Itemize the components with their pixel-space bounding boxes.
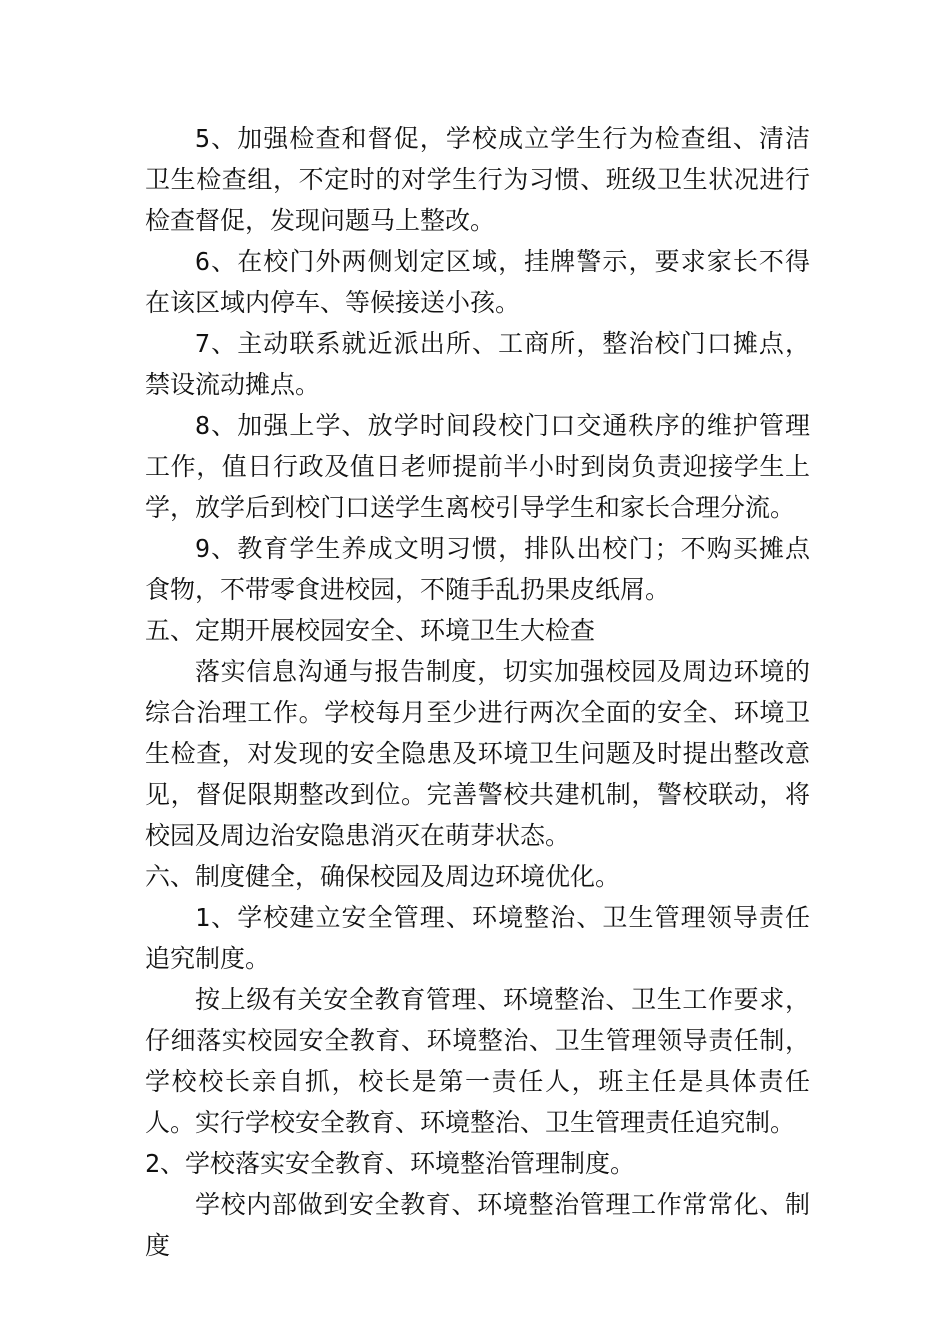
- section-heading-5: 五、定期开展校园安全、环境卫生大检查: [145, 616, 596, 645]
- section-heading-6: 六、制度健全，确保校园及周边环境优化。: [145, 862, 621, 891]
- sub-heading-2: 2、学校落实安全教育、环境整治管理制度。: [145, 1149, 636, 1178]
- paragraph-item-7: 7、主动联系就近派出所、工商所，整治校门口摊点，禁设流动摊点。: [145, 329, 810, 399]
- paragraph-item-9: 9、教育学生养成文明习惯，排队出校门；不购买摊点食物，不带零食进校园，不随手乱扔果皮纸屑。: [145, 534, 810, 604]
- paragraph-item-6: 6、在校门外两侧划定区域，挂牌警示，要求家长不得在该区域内停车、等候接送小孩。: [145, 247, 810, 317]
- paragraph-item-5: 5、加强检查和督促，学校成立学生行为检查组、清洁卫生检查组，不定时的对学生行为习惯、班级卫生状况进行检查督促，发现问题马上整改。: [145, 124, 810, 235]
- paragraph-responsibility: 按上级有关安全教育管理、环境整治、卫生工作要求，仔细落实校园安全教育、环境整治、卫生管理领导责任制，学校校长亲自抓，校长是第一责任人，班主任是具体责任人。实行学校安全教育、环境整治、卫生管理责任追究制。: [145, 985, 810, 1137]
- paragraph-item-8: 8、加强上学、放学时间段校门口交通秩序的维护管理工作，值日行政及值日老师提前半小时到岗负责迎接学生上学，放学后到校门口送学生离校引导学生和家长合理分流。: [145, 411, 810, 522]
- paragraph-item-1: 1、学校建立安全管理、环境整治、卫生管理领导责任追究制度。: [145, 903, 810, 973]
- paragraph-internal: 学校内部做到安全教育、环境整治管理工作常常化、制度: [145, 1190, 810, 1260]
- paragraph-inspection: 落实信息沟通与报告制度，切实加强校园及周边环境的综合治理工作。学校每月至少进行两次全面的安全、环境卫生检查，对发现的安全隐患及环境卫生问题及时提出整改意见，督促限期整改到位。完善警校共建机制，警校联动，将校园及周边治安隐患消灭在萌芽状态。: [145, 657, 810, 850]
- document-body: [145, 118, 810, 1266]
